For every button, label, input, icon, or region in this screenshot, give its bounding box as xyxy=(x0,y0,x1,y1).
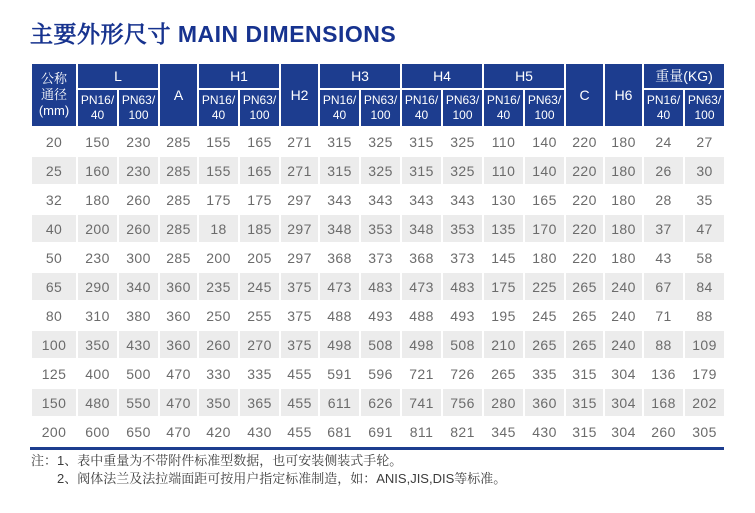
pn-subheader-line: 40 xyxy=(211,108,226,122)
dim-cell: 375 xyxy=(280,272,319,301)
dn-cell: 150 xyxy=(31,388,77,417)
table-row xyxy=(31,388,725,417)
pn-subheader-line: 40 xyxy=(414,108,429,122)
header-H3-pn16-40 xyxy=(319,89,360,127)
header-H5: H5 xyxy=(483,63,565,89)
header-nominal-diameter-line: (mm) xyxy=(38,103,70,119)
header-H4-pn63-100 xyxy=(442,89,483,127)
dim-cell: 483 xyxy=(360,272,401,301)
dim-cell: 260 xyxy=(198,330,239,359)
dim-cell: 470 xyxy=(159,388,198,417)
dim-cell: 304 xyxy=(604,417,643,446)
dim-cell: 300 xyxy=(118,243,159,272)
dim-cell: 315 xyxy=(319,156,360,185)
dn-cell: 50 xyxy=(31,243,77,272)
pn-subheader-line: 100 xyxy=(249,108,270,122)
dim-cell: 325 xyxy=(360,127,401,156)
table-row xyxy=(31,185,725,214)
header-H3: H3 xyxy=(319,63,401,89)
dim-cell: 225 xyxy=(524,272,565,301)
dim-cell: 297 xyxy=(280,185,319,214)
dim-cell: 365 xyxy=(239,388,280,417)
dim-cell: 430 xyxy=(524,417,565,446)
dim-cell: 230 xyxy=(118,156,159,185)
dim-cell: 488 xyxy=(401,301,442,330)
dim-cell: 265 xyxy=(565,272,604,301)
dim-cell: 375 xyxy=(280,330,319,359)
dim-cell: 88 xyxy=(643,330,684,359)
dim-cell: 304 xyxy=(604,388,643,417)
dim-cell: 185 xyxy=(239,214,280,243)
dn-cell: 25 xyxy=(31,156,77,185)
dim-cell: 220 xyxy=(565,243,604,272)
dim-cell: 380 xyxy=(118,301,159,330)
dim-cell: 30 xyxy=(684,156,725,185)
dim-cell: 24 xyxy=(643,127,684,156)
dim-cell: 240 xyxy=(604,330,643,359)
dim-cell: 180 xyxy=(77,185,118,214)
dim-cell: 210 xyxy=(483,330,524,359)
dim-cell: 350 xyxy=(198,388,239,417)
dim-cell: 168 xyxy=(643,388,684,417)
dim-cell: 488 xyxy=(319,301,360,330)
dim-cell: 305 xyxy=(684,417,725,446)
dim-cell: 726 xyxy=(442,359,483,388)
dim-cell: 220 xyxy=(565,185,604,214)
header-H5-pn16-40 xyxy=(483,89,524,127)
dim-cell: 470 xyxy=(159,359,198,388)
dim-cell: 180 xyxy=(604,185,643,214)
dim-cell: 265 xyxy=(483,359,524,388)
dim-cell: 315 xyxy=(401,127,442,156)
dim-cell: 230 xyxy=(77,243,118,272)
dim-cell: 325 xyxy=(360,156,401,185)
footnote-prefix: 注： xyxy=(31,453,58,468)
dim-cell: 600 xyxy=(77,417,118,446)
dim-cell: 340 xyxy=(118,272,159,301)
dim-cell: 611 xyxy=(319,388,360,417)
dim-cell: 315 xyxy=(401,156,442,185)
dim-cell: 18 xyxy=(198,214,239,243)
table-row xyxy=(31,127,725,156)
dn-cell: 32 xyxy=(31,185,77,214)
header-H6: H6 xyxy=(604,63,643,127)
footnote-1-text: 1、表中重量为不带附件标准型数据，也可安装侧装式手轮。 xyxy=(57,453,403,468)
dim-cell: 315 xyxy=(565,359,604,388)
dim-cell: 430 xyxy=(239,417,280,446)
dim-cell: 27 xyxy=(684,127,725,156)
dim-cell: 315 xyxy=(565,417,604,446)
pn-subheader-line: 100 xyxy=(694,108,715,122)
header-nominal-diameter-line: 公称 xyxy=(40,70,67,86)
dim-cell: 155 xyxy=(198,156,239,185)
header-weight-kg: 重量(KG) xyxy=(643,63,725,89)
dim-cell: 200 xyxy=(77,214,118,243)
dim-cell: 350 xyxy=(77,330,118,359)
dim-cell: 140 xyxy=(524,127,565,156)
dim-cell: 280 xyxy=(483,388,524,417)
pn-subheader-line: 100 xyxy=(128,108,149,122)
dim-cell: 721 xyxy=(401,359,442,388)
dim-cell: 455 xyxy=(280,359,319,388)
dim-cell: 179 xyxy=(684,359,725,388)
pn-subheader-line: PN63/ xyxy=(527,93,562,107)
header-H1-pn63-100 xyxy=(239,89,280,127)
dn-cell: 200 xyxy=(31,417,77,446)
dim-cell: 304 xyxy=(604,359,643,388)
table-row xyxy=(31,417,725,446)
dim-cell: 180 xyxy=(604,156,643,185)
dim-cell: 691 xyxy=(360,417,401,446)
dn-cell: 100 xyxy=(31,330,77,359)
dim-cell: 348 xyxy=(401,214,442,243)
dim-cell: 271 xyxy=(280,156,319,185)
table-row xyxy=(31,214,725,243)
header-A: A xyxy=(159,63,198,127)
dim-cell: 145 xyxy=(483,243,524,272)
pn-subheader-line: 100 xyxy=(370,108,391,122)
dim-cell: 368 xyxy=(319,243,360,272)
dim-cell: 37 xyxy=(643,214,684,243)
dim-cell: 756 xyxy=(442,388,483,417)
dim-cell: 175 xyxy=(483,272,524,301)
dim-cell: 360 xyxy=(159,272,198,301)
pn-subheader-line: 40 xyxy=(656,108,671,122)
dim-cell: 200 xyxy=(198,243,239,272)
pn-subheader-line: PN63/ xyxy=(445,93,480,107)
dim-cell: 180 xyxy=(524,243,565,272)
dim-cell: 285 xyxy=(159,156,198,185)
dim-cell: 335 xyxy=(524,359,565,388)
dim-cell: 285 xyxy=(159,127,198,156)
dim-cell: 290 xyxy=(77,272,118,301)
dim-cell: 180 xyxy=(604,243,643,272)
dim-cell: 180 xyxy=(604,127,643,156)
header-weight-kg-pn16-40 xyxy=(643,89,684,127)
table-row xyxy=(31,243,725,272)
dn-cell: 40 xyxy=(31,214,77,243)
pn-subheader-line: PN63/ xyxy=(121,93,156,107)
dim-cell: 220 xyxy=(565,214,604,243)
dim-cell: 360 xyxy=(159,301,198,330)
dim-cell: 88 xyxy=(684,301,725,330)
dim-cell: 265 xyxy=(565,301,604,330)
dim-cell: 180 xyxy=(604,214,643,243)
dim-cell: 343 xyxy=(442,185,483,214)
dim-cell: 26 xyxy=(643,156,684,185)
dim-cell: 508 xyxy=(360,330,401,359)
pn-subheader-line: 40 xyxy=(90,108,105,122)
dim-cell: 811 xyxy=(401,417,442,446)
dim-cell: 483 xyxy=(442,272,483,301)
dim-cell: 360 xyxy=(524,388,565,417)
footnote-2-text: 2、阀体法兰及法拉端面距可按用户指定标准制造，如：ANIS,JIS,DIS等标准。 xyxy=(57,470,507,486)
dim-cell: 220 xyxy=(565,127,604,156)
dim-cell: 325 xyxy=(442,127,483,156)
pn-subheader-line: 100 xyxy=(452,108,473,122)
dim-cell: 155 xyxy=(198,127,239,156)
pn-subheader-line: PN16/ xyxy=(404,93,439,107)
dim-cell: 297 xyxy=(280,214,319,243)
dn-cell: 80 xyxy=(31,301,77,330)
dim-cell: 260 xyxy=(118,185,159,214)
dim-cell: 136 xyxy=(643,359,684,388)
dim-cell: 375 xyxy=(280,301,319,330)
main-dimensions-table xyxy=(30,62,726,447)
dim-cell: 265 xyxy=(565,330,604,359)
dim-cell: 420 xyxy=(198,417,239,446)
pn-subheader-line: PN16/ xyxy=(201,93,236,107)
main-dimensions-table-wrap xyxy=(30,62,724,450)
dim-cell: 508 xyxy=(442,330,483,359)
dim-cell: 165 xyxy=(524,185,565,214)
dim-cell: 473 xyxy=(319,272,360,301)
table-row xyxy=(31,359,725,388)
dim-cell: 741 xyxy=(401,388,442,417)
dim-cell: 255 xyxy=(239,301,280,330)
dim-cell: 343 xyxy=(401,185,442,214)
dim-cell: 175 xyxy=(239,185,280,214)
dim-cell: 43 xyxy=(643,243,684,272)
footnote-1 xyxy=(31,452,506,470)
dim-cell: 430 xyxy=(118,330,159,359)
dim-cell: 285 xyxy=(159,185,198,214)
dim-cell: 150 xyxy=(77,127,118,156)
dim-cell: 368 xyxy=(401,243,442,272)
dim-cell: 470 xyxy=(159,417,198,446)
pn-subheader-line: PN16/ xyxy=(486,93,521,107)
dim-cell: 681 xyxy=(319,417,360,446)
dn-cell: 125 xyxy=(31,359,77,388)
dim-cell: 297 xyxy=(280,243,319,272)
dim-cell: 165 xyxy=(239,156,280,185)
dim-cell: 348 xyxy=(319,214,360,243)
dim-cell: 35 xyxy=(684,185,725,214)
dim-cell: 130 xyxy=(483,185,524,214)
dim-cell: 265 xyxy=(524,330,565,359)
dim-cell: 343 xyxy=(360,185,401,214)
dim-cell: 135 xyxy=(483,214,524,243)
table-row xyxy=(31,272,725,301)
header-H2: H2 xyxy=(280,63,319,127)
dim-cell: 110 xyxy=(483,127,524,156)
dim-cell: 310 xyxy=(77,301,118,330)
header-H4-pn16-40 xyxy=(401,89,442,127)
dim-cell: 455 xyxy=(280,417,319,446)
dim-cell: 821 xyxy=(442,417,483,446)
dim-cell: 250 xyxy=(198,301,239,330)
dim-cell: 240 xyxy=(604,272,643,301)
dim-cell: 160 xyxy=(77,156,118,185)
dim-cell: 315 xyxy=(565,388,604,417)
header-H3-pn63-100 xyxy=(360,89,401,127)
dim-cell: 271 xyxy=(280,127,319,156)
dim-cell: 493 xyxy=(360,301,401,330)
dn-cell: 65 xyxy=(31,272,77,301)
dim-cell: 473 xyxy=(401,272,442,301)
dim-cell: 175 xyxy=(198,185,239,214)
dim-cell: 58 xyxy=(684,243,725,272)
header-H1-pn16-40 xyxy=(198,89,239,127)
dim-cell: 455 xyxy=(280,388,319,417)
dn-cell: 20 xyxy=(31,127,77,156)
dim-cell: 353 xyxy=(442,214,483,243)
dim-cell: 330 xyxy=(198,359,239,388)
header-H4: H4 xyxy=(401,63,483,89)
dim-cell: 285 xyxy=(159,214,198,243)
dim-cell: 240 xyxy=(604,301,643,330)
footnotes xyxy=(31,452,506,487)
dim-cell: 400 xyxy=(77,359,118,388)
header-C: C xyxy=(565,63,604,127)
dim-cell: 110 xyxy=(483,156,524,185)
dim-cell: 325 xyxy=(442,156,483,185)
dim-cell: 245 xyxy=(239,272,280,301)
dim-cell: 591 xyxy=(319,359,360,388)
pn-subheader-line: PN16/ xyxy=(322,93,357,107)
pn-subheader-line: PN63/ xyxy=(363,93,398,107)
dim-cell: 260 xyxy=(118,214,159,243)
header-H1: H1 xyxy=(198,63,280,89)
dim-cell: 270 xyxy=(239,330,280,359)
dim-cell: 260 xyxy=(643,417,684,446)
dim-cell: 202 xyxy=(684,388,725,417)
dim-cell: 493 xyxy=(442,301,483,330)
header-L-pn16-40 xyxy=(77,89,118,127)
header-L-pn63-100 xyxy=(118,89,159,127)
dim-cell: 335 xyxy=(239,359,280,388)
pn-subheader-line: 100 xyxy=(534,108,555,122)
dim-cell: 650 xyxy=(118,417,159,446)
dim-cell: 498 xyxy=(401,330,442,359)
dim-cell: 626 xyxy=(360,388,401,417)
pn-subheader-line: 40 xyxy=(332,108,347,122)
dim-cell: 373 xyxy=(442,243,483,272)
dim-cell: 170 xyxy=(524,214,565,243)
dim-cell: 315 xyxy=(319,127,360,156)
header-nominal-diameter xyxy=(31,63,77,127)
dim-cell: 47 xyxy=(684,214,725,243)
page-title: 主要外形尺寸 MAIN DIMENSIONS xyxy=(30,21,397,47)
dim-cell: 230 xyxy=(118,127,159,156)
dim-cell: 165 xyxy=(239,127,280,156)
dim-cell: 353 xyxy=(360,214,401,243)
table-row xyxy=(31,330,725,359)
dim-cell: 498 xyxy=(319,330,360,359)
dim-cell: 596 xyxy=(360,359,401,388)
pn-subheader-line: PN63/ xyxy=(687,93,722,107)
dim-cell: 550 xyxy=(118,388,159,417)
dim-cell: 109 xyxy=(684,330,725,359)
dim-cell: 195 xyxy=(483,301,524,330)
table-row xyxy=(31,301,725,330)
dim-cell: 84 xyxy=(684,272,725,301)
dim-cell: 235 xyxy=(198,272,239,301)
dim-cell: 140 xyxy=(524,156,565,185)
dim-cell: 345 xyxy=(483,417,524,446)
dim-cell: 67 xyxy=(643,272,684,301)
dim-cell: 245 xyxy=(524,301,565,330)
header-H5-pn63-100 xyxy=(524,89,565,127)
pn-subheader-line: PN16/ xyxy=(646,93,681,107)
dim-cell: 220 xyxy=(565,156,604,185)
dim-cell: 480 xyxy=(77,388,118,417)
dim-cell: 343 xyxy=(319,185,360,214)
dim-cell: 205 xyxy=(239,243,280,272)
dim-cell: 71 xyxy=(643,301,684,330)
dim-cell: 28 xyxy=(643,185,684,214)
header-L: L xyxy=(77,63,159,89)
dim-cell: 500 xyxy=(118,359,159,388)
pn-subheader-line: PN63/ xyxy=(242,93,277,107)
header-nominal-diameter-line: 通径 xyxy=(40,86,67,102)
footnote-2 xyxy=(31,470,506,488)
header-weight-kg-pn63-100 xyxy=(684,89,725,127)
dim-cell: 360 xyxy=(159,330,198,359)
pn-subheader-line: 40 xyxy=(496,108,511,122)
dim-cell: 285 xyxy=(159,243,198,272)
table-row xyxy=(31,156,725,185)
dim-cell: 373 xyxy=(360,243,401,272)
pn-subheader-line: PN16/ xyxy=(80,93,115,107)
